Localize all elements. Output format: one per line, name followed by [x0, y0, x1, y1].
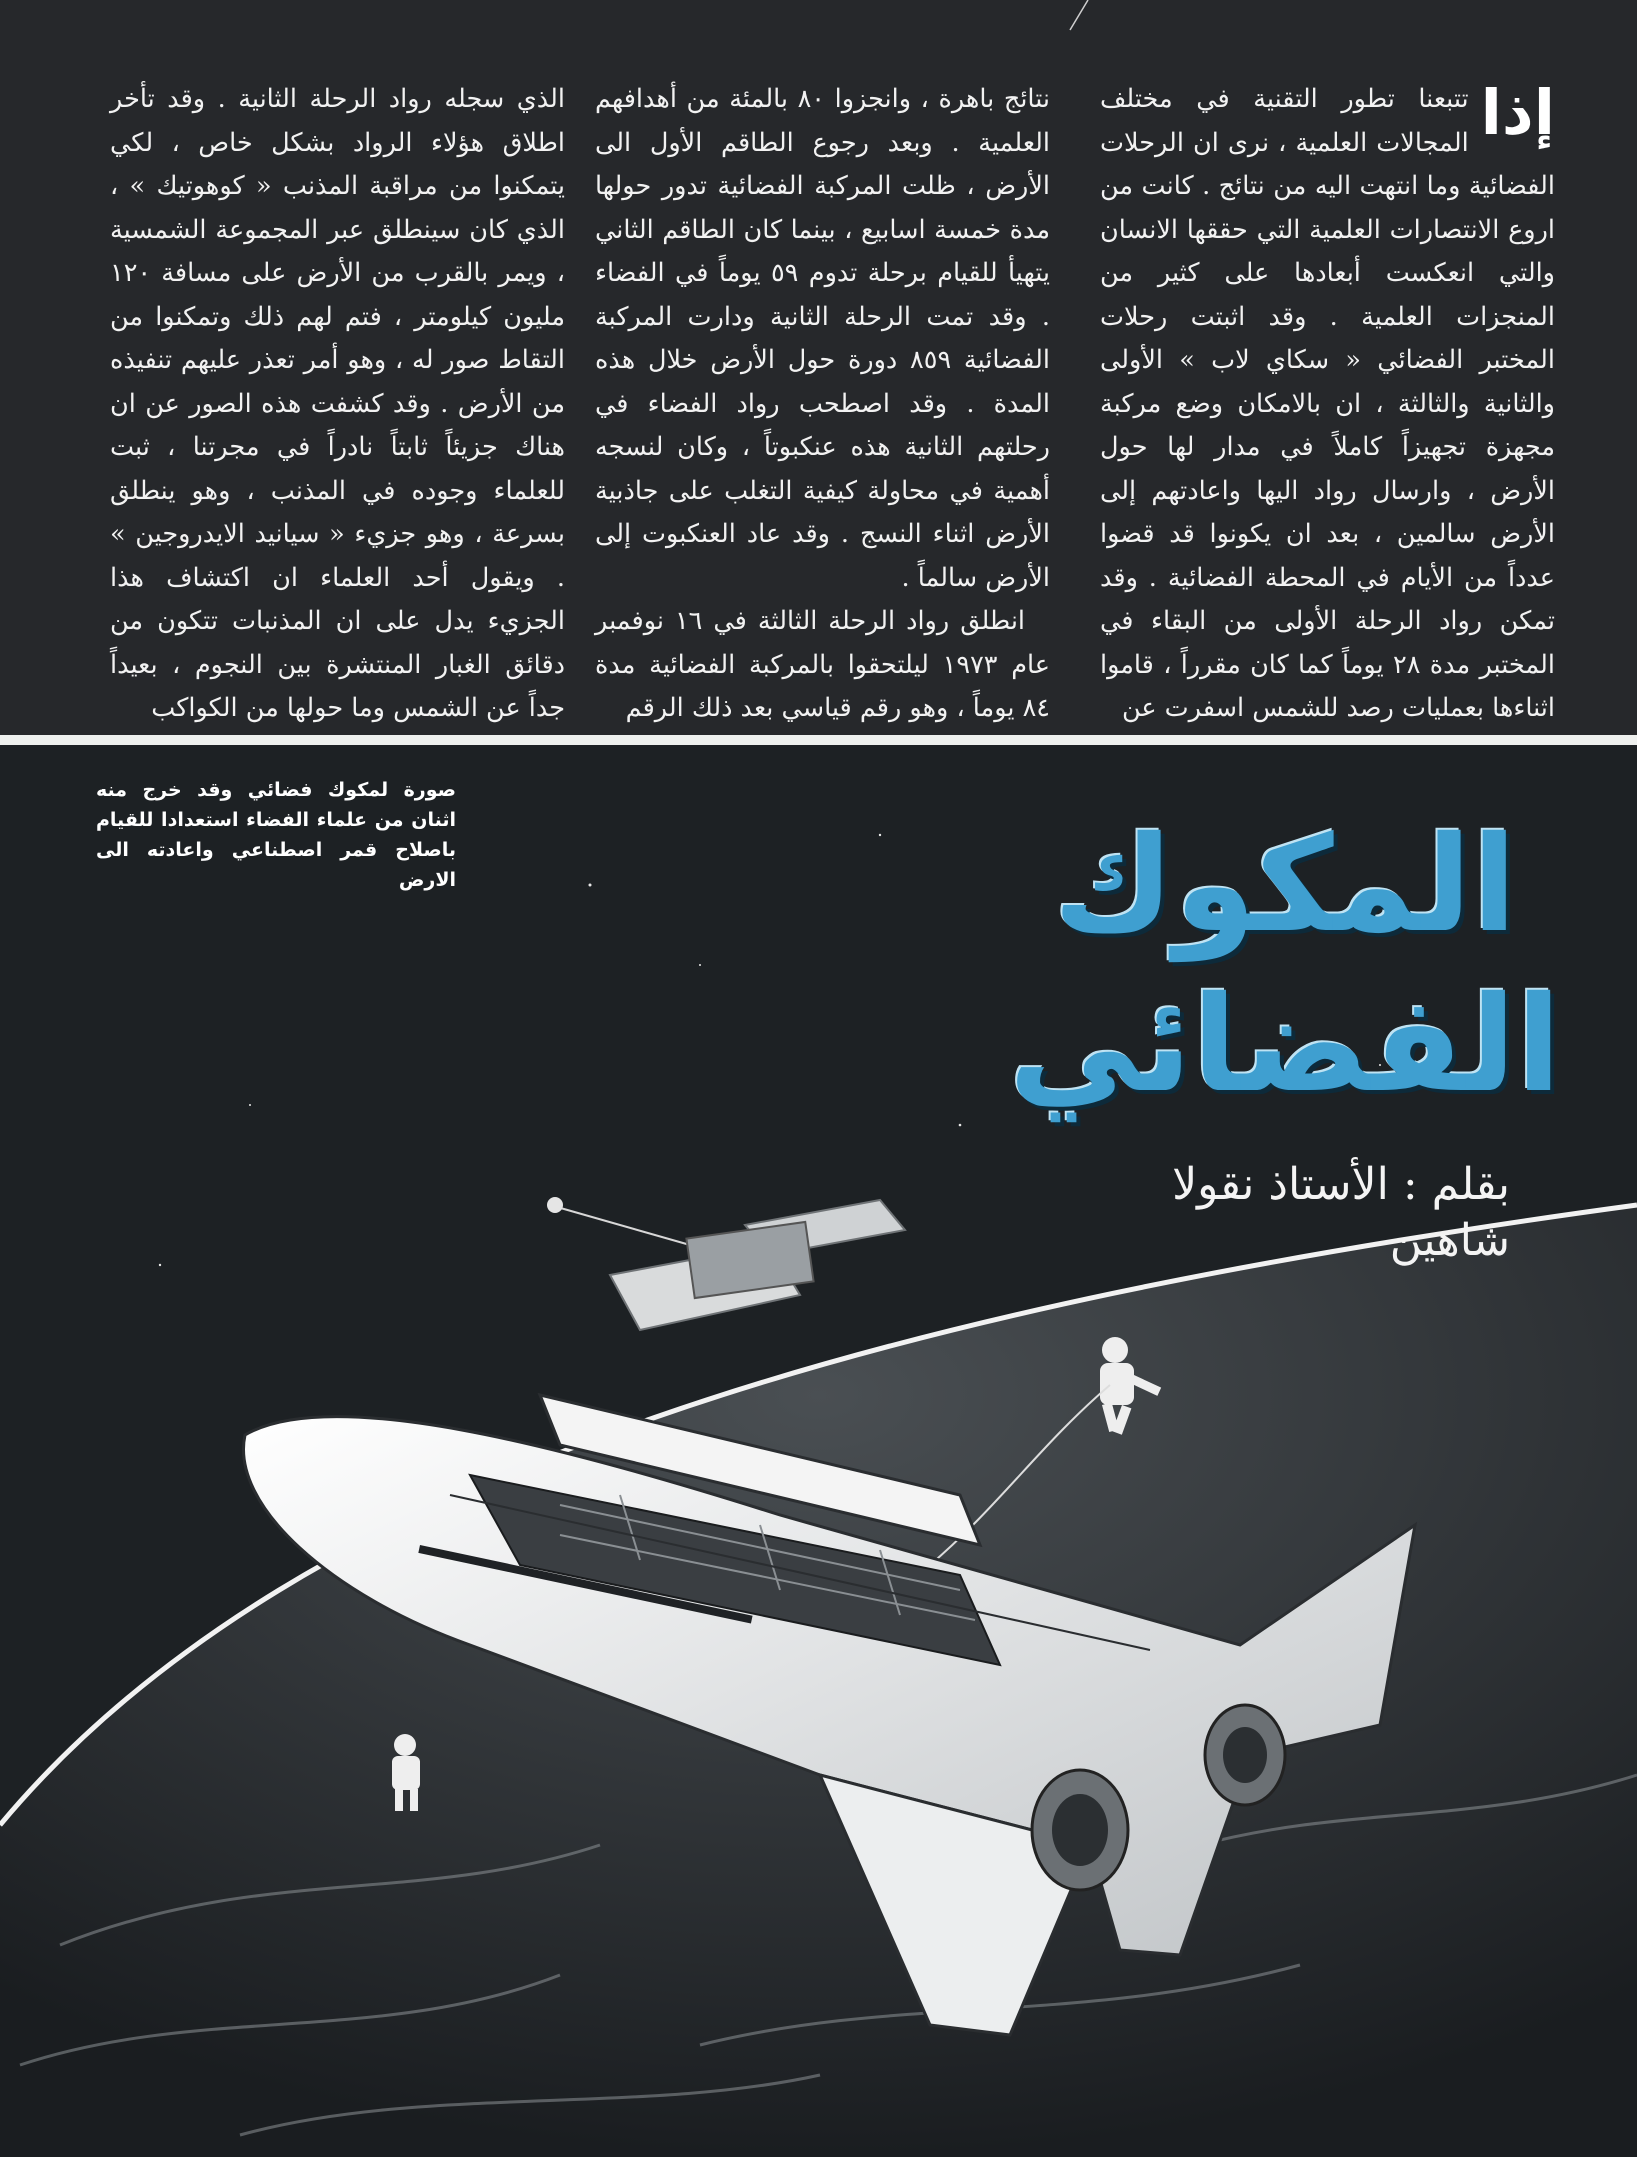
- column-right-text: تتبعنا تطور التقنية في مختلف المجالات العلمية ، نرى ان الرحلات الفضائية وما انتهت اليه من نتائج . كانت من اروع الانتصارات العلمية التي حققها الانسان والتي انعكست أبعادها على كثير من المنجزات العلمية . وقد اثبتت رحلات المختبر الفضائي « سكاي لاب » الأولى والثانية والثالثة ، ان بالامكان وضع مركبة مجهزة تجهيزاً كاملاً في مدار لها حول الأرض ، وارسال رواد اليها واعادتهم إلى الأرض سالمين ، بعد ان يكونوا قد قضوا عدداً من الأيام في المحطة الفضائية . وقد تمكن رواد الرحلة الأولى من البقاء في المختبر مدة ٢٨ يوماً كما كان مقرراً ، قاموا اثناءها بعمليات رصد للشمس اسفرت عن: [1100, 84, 1555, 723]
- dropcap: إذا: [1480, 76, 1555, 149]
- article-column-middle: [595, 78, 1050, 723]
- feature-panel: [0, 745, 1637, 2157]
- article-text-panel: [0, 0, 1637, 735]
- section-divider: [0, 735, 1637, 745]
- column-middle-paragraph-2: انطلق رواد الرحلة الثالثة في ١٦ نوفمبر عام ١٩٧٣ ليلتحقوا بالمركبة الفضائية مدة ٨٤ يوماً ، وهو رقم قياسي بعد ذلك الرقم: [595, 606, 1050, 723]
- column-left-paragraph: الذي سجله رواد الرحلة الثانية . وقد تأخر اطلاق هؤلاء الرواد بشكل خاص ، لكي يتمكنوا من مراقبة المذنب « كوهوتيك » ، الذي كان سينطلق عبر المجموعة الشمسية ، ويمر بالقرب من الأرض على مسافة ١٢٠ مليون كيلومتر ، فتم لهم ذلك وتمكنوا من التقاط صور له ، وهو أمر تعذر عليهم تنفيذه من الأرض . وقد كشفت هذه الصور عن ان هناك جزيئاً ثابتاً نادراً في مجرتنا ، ثبت للعلماء وجوده في المذنب ، وهو ينطلق بسرعة ، وهو جزيء « سيانيد الايدروجين » . ويقول أحد العلماء ان اكتشاف هذا الجزيء يدل على ان المذنبات تتكون من دقائق الغبار المنتشرة بين النجوم ، بعيداً جداً عن الشمس وما حولها من الكواكب: [110, 84, 565, 723]
- corner-line-mark: [1040, 0, 1100, 40]
- article-column-right: [1100, 76, 1555, 723]
- photo-caption: صورة لمكوك فضائي وقد خرج منه اثنان من علماء الفضاء استعدادا للقيام باصلاح قمر اصطناعي واعادته الى الارض: [96, 779, 456, 891]
- feature-title: [1000, 805, 1570, 1125]
- author-byline: بقلم : الأستاذ نقولا شاهين: [1172, 1159, 1510, 1266]
- title-line-2: الفضائي: [1008, 968, 1562, 1122]
- column-right-paragraph: [1100, 78, 1555, 731]
- title-line-1: المكوك: [1053, 808, 1517, 962]
- article-column-left: [110, 78, 565, 723]
- satellite: [547, 1197, 905, 1330]
- column-middle-paragraph-1: نتائج باهرة ، وانجزوا ٨٠ بالمئة من أهدافهم العلمية . وبعد رجوع الطاقم الأول الى الأرض ، ظلت المركبة الفضائية تدور حولها مدة خمسة اسابيع ، بينما كان الطاقم الثاني يتهيأ للقيام برحلة تدوم ٥٩ يوماً في الفضاء . وقد تمت الرحلة الثانية ودارت المركبة الفضائية ٨٥٩ دورة حول الأرض خلال هذه المدة . وقد اصطحب رواد الفضاء في رحلتهم الثانية هذه عنكبوتاً ، وكان لنسجه أهمية في محاولة كيفية التغلب على جاذبية الأرض اثناء النسج . وقد عاد العنكبوت إلى الأرض سالماً .: [595, 84, 1050, 593]
